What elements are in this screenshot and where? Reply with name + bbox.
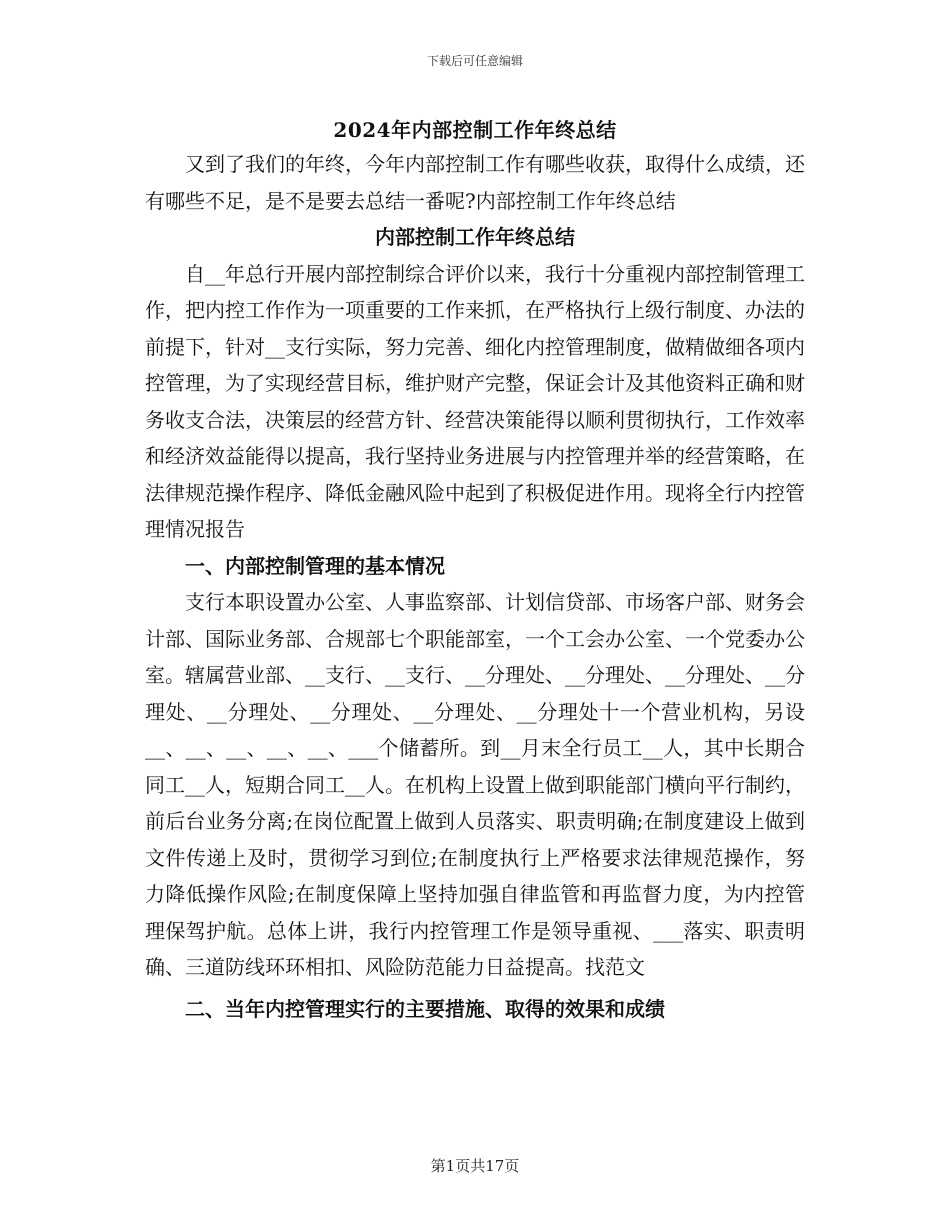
page-number: 第1页共17页 bbox=[430, 1157, 520, 1175]
section-1-heading: 一、内部控制管理的基本情况 bbox=[185, 553, 445, 578]
document-body bbox=[145, 146, 805, 1027]
intro-paragraph: 又到了我们的年终，今年内部控制工作有哪些收获，取得什么成绩，还有哪些不足，是不是要去总结一番呢?内部控制工作年终总结 bbox=[145, 152, 805, 213]
document-title: 2024年内部控制工作年终总结 bbox=[333, 118, 617, 142]
body-paragraph-2: 支行本职设置办公室、人事监察部、计划信贷部、市场客户部、财务会计部、国际业务部、合规部七个职能部室，一个工会办公室、一个党委办公室。辖属营业部、__支行、__支行、__分理处、__分理处、__分理处、__分理处、__分理处、__分理处、__分理处、__分理处十一个营业机构，另设__、__、__、__、__、___个储蓄所。到__月末全行员工__人，其中长期合同工__人，短期合同工__人。在机构上设置上做到职能部门横向平行制约，前后台业务分离;在岗位配置上做到人员落实、职责明确;在制度建设上做到文件传递上及时，贯彻学习到位;在制度执行上严格要求法律规范操作，努力降低操作风险;在制度保障上坚持加强自律监管和再监督力度，为内控管理保驾护航。总体上讲，我行内控管理工作是领导重视、___落实、职责明确、三道防线环环相扣、风险防范能力日益提高。找范文 bbox=[145, 590, 805, 979]
section-2-heading: 二、当年内控管理实行的主要措施、取得的效果和成绩 bbox=[185, 996, 665, 1021]
document-subtitle: 内部控制工作年终总结 bbox=[375, 225, 575, 249]
header-note: 下载后可任意编辑 bbox=[426, 54, 523, 68]
body-paragraph-1: 自__年总行开展内部控制综合评价以来，我行十分重视内部控制管理工作，把内控工作作为一项重要的工作来抓，在严格执行上级行制度、办法的前提下，针对__支行实际，努力完善、细化内控管理制度，做精做细各项内控管理，为了实现经营目标，维护财产完整，保证会计及其他资料正确和财务收支合法，决策层的经营方针、经营决策能得以顺利贯彻执行，工作效率和经济效益能得以提高，我行坚持业务进展与内控管理并举的经营策略，在法律规范操作程序、降低金融风险中起到了积极促进作用。现将全行内控管理情况报告 bbox=[145, 261, 805, 541]
